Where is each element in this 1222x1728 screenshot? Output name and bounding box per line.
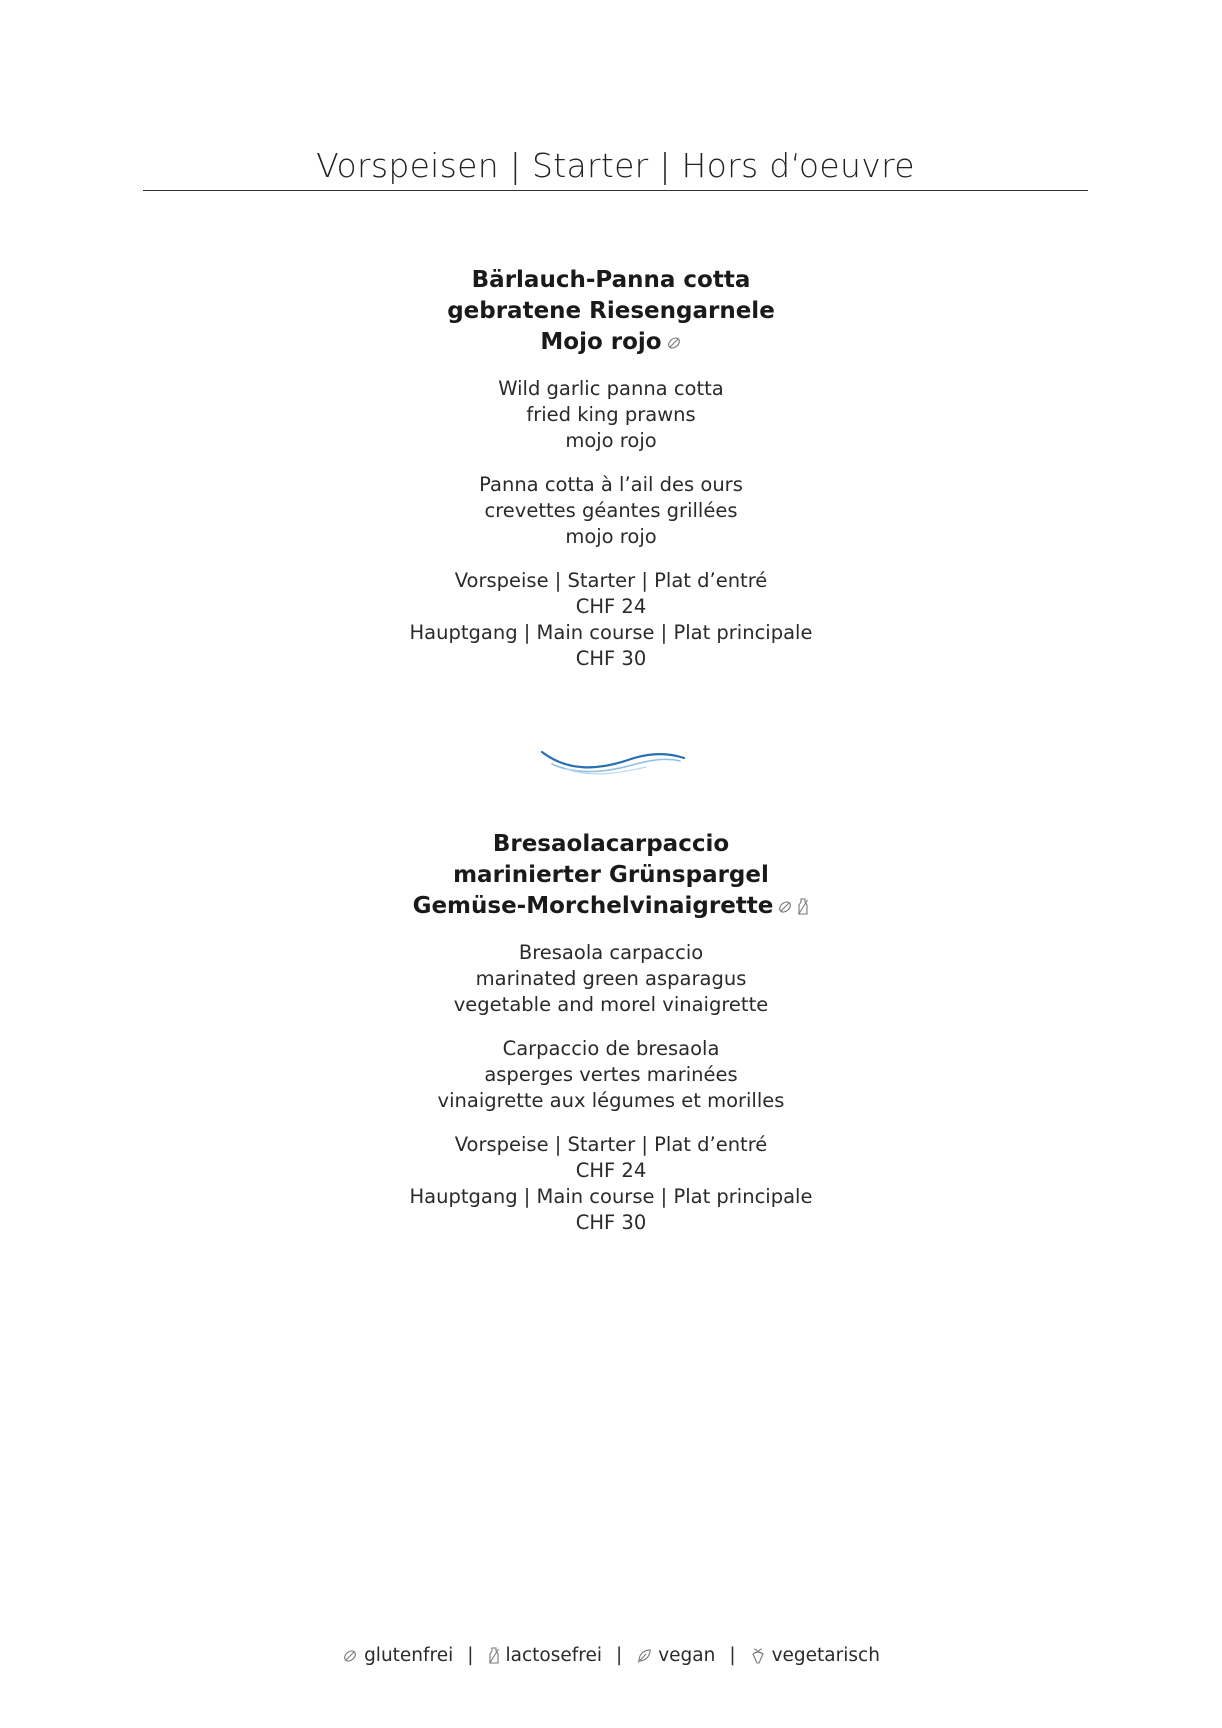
legend-separator: | xyxy=(615,1645,623,1666)
dish-english xyxy=(0,376,1222,454)
main-price: CHF 30 xyxy=(575,1211,647,1234)
vegan-icon xyxy=(636,1648,652,1664)
legend-item-vegetarisch xyxy=(750,1643,880,1669)
header-rule xyxy=(143,190,1088,191)
glutenfrei-icon xyxy=(777,899,793,915)
dish-prices xyxy=(0,1132,1222,1236)
legend-label: lactosefrei xyxy=(505,1645,602,1666)
french-line: vinaigrette aux légumes et morilles xyxy=(437,1089,785,1112)
dish-title-line: Bärlauch-Panna cotta xyxy=(471,267,751,293)
english-line: Bresaola carpaccio xyxy=(518,941,704,964)
legend-label: vegan xyxy=(658,1645,716,1666)
lactosefrei-icon xyxy=(488,1647,500,1665)
starter-label: Vorspeise | Starter | Plat d’entré xyxy=(454,569,768,592)
page-title: Vorspeisen | Starter | Hors d‘oeuvre xyxy=(316,146,915,185)
french-line: Panna cotta à l’ail des ours xyxy=(479,473,743,496)
legend-item-glutenfrei xyxy=(342,1643,453,1669)
dish-french xyxy=(0,472,1222,550)
dish-title-line: Mojo rojo xyxy=(0,327,1222,358)
dish-prices xyxy=(0,568,1222,672)
dish-title-line: marinierter Grünspargel xyxy=(453,862,769,888)
english-line: mojo rojo xyxy=(565,429,657,452)
french-line: asperges vertes marinées xyxy=(484,1063,738,1086)
main-label: Hauptgang | Main course | Plat principale xyxy=(409,1185,813,1208)
english-line: Wild garlic panna cotta xyxy=(498,377,724,400)
main-price: CHF 30 xyxy=(575,647,647,670)
legend-separator: | xyxy=(729,1645,736,1666)
allergen-legend xyxy=(0,1643,1222,1669)
legend-separator: | xyxy=(467,1645,474,1666)
legend-label: glutenfrei xyxy=(364,1645,454,1666)
starter-price: CHF 24 xyxy=(575,1159,647,1182)
dish-title-line: Gemüse-Morchelvinaigrette xyxy=(0,891,1222,922)
french-line: mojo rojo xyxy=(565,525,657,548)
starter-price: CHF 24 xyxy=(575,595,647,618)
dish-bresaola xyxy=(0,829,1222,1236)
dish-french xyxy=(0,1036,1222,1114)
english-line: marinated green asparagus xyxy=(475,967,747,990)
english-line: vegetable and morel vinaigrette xyxy=(453,993,769,1016)
dish-english xyxy=(0,940,1222,1018)
dish-panna-cotta xyxy=(0,265,1222,672)
page-header xyxy=(143,144,1088,191)
dish-title-line: Bresaolacarpaccio xyxy=(492,831,730,857)
french-line: Carpaccio de bresaola xyxy=(502,1037,720,1060)
french-line: crevettes géantes grillées xyxy=(484,499,738,522)
main-label: Hauptgang | Main course | Plat principale xyxy=(409,621,813,644)
lactosefrei-icon xyxy=(797,898,809,916)
legend-item-vegan xyxy=(636,1643,715,1669)
vegetarisch-icon xyxy=(750,1647,766,1665)
wave-divider-icon xyxy=(538,742,688,782)
glutenfrei-icon xyxy=(666,335,682,351)
starter-label: Vorspeise | Starter | Plat d’entré xyxy=(454,1133,768,1156)
glutenfrei-icon xyxy=(342,1648,358,1664)
legend-item-lactosefrei xyxy=(488,1643,602,1669)
dish-title-line: gebratene Riesengarnele xyxy=(447,298,775,324)
english-line: fried king prawns xyxy=(526,403,696,426)
legend-label: vegetarisch xyxy=(771,1645,880,1666)
